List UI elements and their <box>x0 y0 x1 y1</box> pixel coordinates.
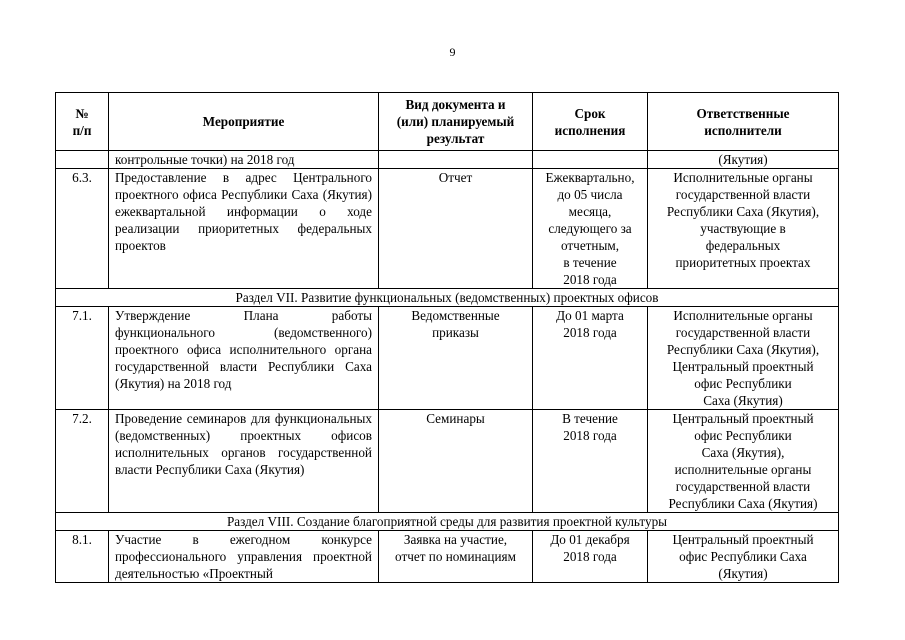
cell-deadline: В течение 2018 года <box>533 410 648 513</box>
page-number: 9 <box>449 45 456 59</box>
cell-responsible: Центральный проектный офис Республики Саха (Якутия), исполнительные органы государственной власти Республики Саха (Якутия) <box>648 410 839 513</box>
header-doc: Вид документа и (или) планируемый результат <box>379 93 533 151</box>
cell-doc: Семинары <box>379 410 533 513</box>
table-row <box>56 410 839 513</box>
cell-event: Проведение семинаров для функциональных (ведомственных) проектных офисов исполнительных органов государственной власти Республики Саха (Якутия) <box>109 410 379 513</box>
table-row <box>56 169 839 289</box>
cell-responsible: Исполнительные органы государственной власти Республики Саха (Якутия), участвующие в федеральных приоритетных проектах <box>648 169 839 289</box>
cell-event: контрольные точки) на 2018 год <box>109 151 379 169</box>
cell-deadline <box>533 151 648 169</box>
cell-doc: Отчет <box>379 169 533 289</box>
cell-num: 7.1. <box>56 307 109 410</box>
cell-num <box>56 151 109 169</box>
table-row <box>56 531 839 583</box>
header-responsible: Ответственные исполнители <box>648 93 839 151</box>
events-table <box>55 92 839 583</box>
header-deadline: Срок исполнения <box>533 93 648 151</box>
cell-deadline: Ежеквартально, до 05 числа месяца, следующего за отчетным, в течение 2018 года <box>533 169 648 289</box>
cell-event: Предоставление в адрес Центрального проектного офиса Республики Саха (Якутия) ежеквартальной информации о ходе реализации приоритетных федеральных проектов <box>109 169 379 289</box>
cell-event: Утверждение Плана работы функционального (ведомственного) проектного офиса исполнительного органа государственной власти Республики Саха (Якутия) на 2018 год <box>109 307 379 410</box>
cell-num: 6.3. <box>56 169 109 289</box>
cell-doc: Ведомственные приказы <box>379 307 533 410</box>
cell-doc <box>379 151 533 169</box>
section-title: Раздел VII. Развитие функциональных (ведомственных) проектных офисов <box>56 289 839 307</box>
cell-responsible: (Якутия) <box>648 151 839 169</box>
table-row <box>56 307 839 410</box>
cell-responsible: Центральный проектный офис Республики Саха (Якутия) <box>648 531 839 583</box>
cell-deadline: До 01 марта 2018 года <box>533 307 648 410</box>
header-num: № п/п <box>56 93 109 151</box>
cell-responsible: Исполнительные органы государственной власти Республики Саха (Якутия), Центральный проектный офис Республики Саха (Якутия) <box>648 307 839 410</box>
cell-num: 8.1. <box>56 531 109 583</box>
section-row <box>56 513 839 531</box>
header-event: Мероприятие <box>109 93 379 151</box>
cell-deadline: До 01 декабря 2018 года <box>533 531 648 583</box>
cell-event: Участие в ежегодном конкурсе профессионального управления проектной деятельностью «Проектный <box>109 531 379 583</box>
section-title: Раздел VIII. Создание благоприятной среды для развития проектной культуры <box>56 513 839 531</box>
cell-doc: Заявка на участие, отчет по номинациям <box>379 531 533 583</box>
section-row <box>56 289 839 307</box>
table-header-row <box>56 93 839 151</box>
cell-num: 7.2. <box>56 410 109 513</box>
table-row <box>56 151 839 169</box>
